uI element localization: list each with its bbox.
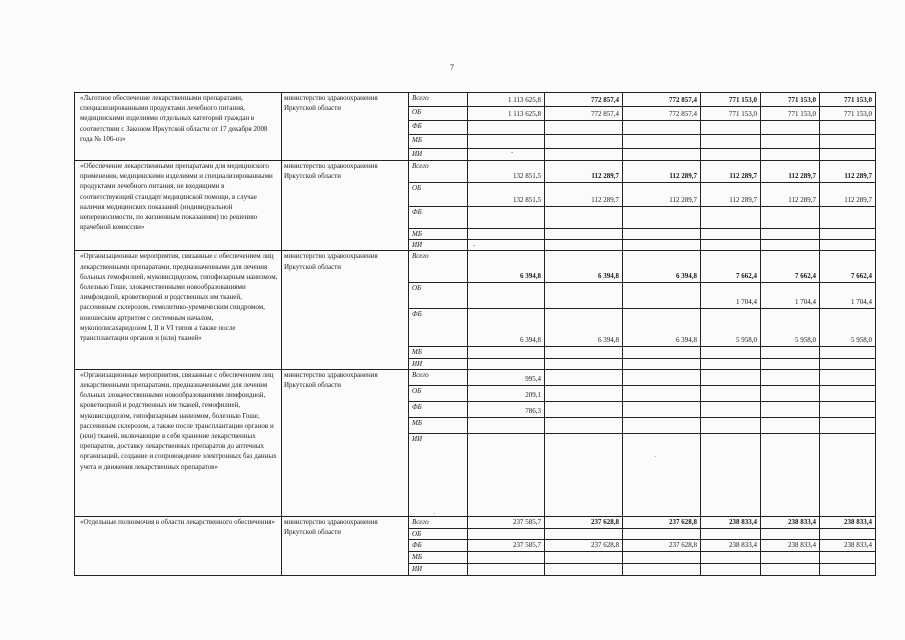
- amount-cell: [468, 207, 545, 229]
- amount-cell: [701, 358, 761, 369]
- amount-cell: 112 289,7: [545, 183, 623, 207]
- measure-description: «Льготное обеспечение лекарственными препаратами, специализированными продуктами лечебного питания, медицинскими изделиями отдельных категорий граждан в соответствии с Законом Иркутской области от 17 декабря 2008 года № 106-оз»: [75, 93, 282, 161]
- amount-cell: 5 958,0: [701, 309, 761, 347]
- funding-source-cell: ФБ: [409, 540, 468, 552]
- amount-cell: [820, 563, 876, 575]
- amount-cell: [761, 135, 820, 149]
- amount-cell: [820, 240, 876, 251]
- amount-cell: [820, 347, 876, 358]
- amount-cell: 209,1: [468, 385, 545, 401]
- funding-source-cell: ОБ: [409, 529, 468, 540]
- amount-cell: 6 394,8: [468, 309, 545, 347]
- amount-cell: [545, 207, 623, 229]
- amount-cell: [701, 563, 761, 575]
- amount-cell: [761, 369, 820, 385]
- amount-cell: 237 628,8: [545, 540, 623, 552]
- funding-source-cell: Всего: [409, 369, 468, 385]
- amount-cell: 112 289,7: [820, 183, 876, 207]
- amount-cell: 6 394,8: [623, 251, 701, 283]
- amount-cell: 112 289,7: [623, 161, 701, 183]
- amount-cell: [545, 229, 623, 240]
- amount-cell: 7 662,4: [701, 251, 761, 283]
- amount-cell: [468, 417, 545, 433]
- funding-source-cell: ФБ: [409, 401, 468, 417]
- amount-cell: 771 153,0: [820, 107, 876, 121]
- amount-cell: [701, 207, 761, 229]
- amount-cell: [623, 433, 701, 516]
- amount-cell: 237 585,7: [468, 516, 545, 528]
- amount-cell: [623, 369, 701, 385]
- funding-source-cell: ИИ: [409, 149, 468, 161]
- amount-cell: [820, 433, 876, 516]
- amount-cell: [623, 529, 701, 540]
- amount-cell: [623, 385, 701, 401]
- amount-cell: 1 113 625,8: [468, 93, 545, 107]
- amount-cell: 771 153,0: [701, 93, 761, 107]
- amount-cell: [761, 229, 820, 240]
- amount-cell: [701, 229, 761, 240]
- measure-description: «Отдельные полномочия в области лекарственного обеспечения»: [75, 516, 282, 575]
- amount-cell: [468, 563, 545, 575]
- funding-source-cell: ИИ: [409, 358, 468, 369]
- amount-cell: [545, 369, 623, 385]
- amount-cell: 238 833,4: [701, 540, 761, 552]
- funding-table: [74, 92, 876, 576]
- amount-cell: 771 153,0: [701, 107, 761, 121]
- amount-cell: [761, 240, 820, 251]
- amount-cell: [545, 563, 623, 575]
- executor-cell: министерство здравоохранения Иркутской области: [282, 369, 409, 516]
- amount-cell: [820, 552, 876, 563]
- amount-cell: [623, 240, 701, 251]
- amount-cell: 112 289,7: [623, 183, 701, 207]
- amount-cell: [545, 240, 623, 251]
- amount-cell: 6 394,8: [545, 309, 623, 347]
- amount-cell: 112 289,7: [820, 161, 876, 183]
- amount-cell: [701, 433, 761, 516]
- amount-cell: [761, 347, 820, 358]
- amount-cell: [468, 121, 545, 135]
- amount-cell: [761, 149, 820, 161]
- amount-cell: 6 394,8: [623, 309, 701, 347]
- amount-cell: [468, 433, 545, 516]
- table-row: [75, 161, 876, 183]
- amount-cell: 771 153,0: [761, 93, 820, 107]
- amount-cell: 112 289,7: [761, 161, 820, 183]
- amount-cell: [623, 283, 701, 309]
- funding-source-cell: ФБ: [409, 309, 468, 347]
- amount-cell: 772 857,4: [545, 93, 623, 107]
- amount-cell: 772 857,4: [545, 107, 623, 121]
- amount-cell: [820, 121, 876, 135]
- amount-cell: 7 662,4: [820, 251, 876, 283]
- amount-cell: [468, 358, 545, 369]
- funding-source-cell: ФБ: [409, 121, 468, 135]
- page-number: 7: [450, 63, 454, 72]
- funding-source-cell: ФБ: [409, 207, 468, 229]
- amount-cell: [623, 401, 701, 417]
- amount-cell: 6 394,8: [468, 251, 545, 283]
- amount-cell: 772 857,4: [623, 93, 701, 107]
- funding-source-cell: ОБ: [409, 183, 468, 207]
- amount-cell: [761, 563, 820, 575]
- funding-source-cell: Всего: [409, 93, 468, 107]
- table-row: [75, 369, 876, 385]
- amount-cell: [545, 385, 623, 401]
- amount-cell: 112 289,7: [701, 183, 761, 207]
- amount-cell: [468, 529, 545, 540]
- amount-cell: [761, 417, 820, 433]
- amount-cell: [820, 229, 876, 240]
- amount-cell: [761, 552, 820, 563]
- amount-cell: [468, 149, 545, 161]
- amount-cell: [545, 121, 623, 135]
- amount-cell: [468, 135, 545, 149]
- amount-cell: [545, 135, 623, 149]
- amount-cell: [820, 529, 876, 540]
- amount-cell: [701, 385, 761, 401]
- stray-mark: ·: [654, 453, 657, 461]
- amount-cell: 112 289,7: [761, 183, 820, 207]
- amount-cell: [820, 385, 876, 401]
- amount-cell: 1 704,4: [761, 283, 820, 309]
- amount-cell: 6 394,8: [545, 251, 623, 283]
- amount-cell: 238 833,4: [820, 540, 876, 552]
- executor-cell: министерство здравоохранения Иркутской области: [282, 251, 409, 369]
- amount-cell: 238 833,4: [701, 516, 761, 528]
- amount-cell: 132 851,5: [468, 183, 545, 207]
- amount-cell: [701, 121, 761, 135]
- amount-cell: 771 153,0: [761, 107, 820, 121]
- amount-cell: 1 704,4: [701, 283, 761, 309]
- table-row: [75, 516, 876, 528]
- amount-cell: 237 628,8: [623, 516, 701, 528]
- amount-cell: [701, 135, 761, 149]
- table-row: [75, 93, 876, 107]
- funding-source-cell: Всего: [409, 251, 468, 283]
- amount-cell: [761, 529, 820, 540]
- funding-source-cell: МБ: [409, 229, 468, 240]
- amount-cell: 1 704,4: [820, 283, 876, 309]
- amount-cell: 786,3: [468, 401, 545, 417]
- amount-cell: 772 857,4: [623, 107, 701, 121]
- amount-cell: [623, 149, 701, 161]
- stray-mark: -: [473, 241, 476, 249]
- funding-source-cell: Всего: [409, 161, 468, 183]
- amount-cell: [468, 552, 545, 563]
- amount-cell: [545, 433, 623, 516]
- amount-cell: 7 662,4: [761, 251, 820, 283]
- amount-cell: 238 833,4: [761, 516, 820, 528]
- amount-cell: [701, 369, 761, 385]
- amount-cell: 238 833,4: [820, 516, 876, 528]
- amount-cell: [623, 417, 701, 433]
- amount-cell: [701, 552, 761, 563]
- table-row: [75, 251, 876, 283]
- amount-cell: 771 153,0: [820, 93, 876, 107]
- stray-mark: ·: [433, 510, 436, 518]
- amount-cell: [761, 433, 820, 516]
- amount-cell: [820, 135, 876, 149]
- amount-cell: 5 958,0: [820, 309, 876, 347]
- amount-cell: 995,4: [468, 369, 545, 385]
- amount-cell: 237 628,8: [623, 540, 701, 552]
- funding-source-cell: МБ: [409, 135, 468, 149]
- amount-cell: [623, 135, 701, 149]
- funding-source-cell: МБ: [409, 552, 468, 563]
- amount-cell: [820, 207, 876, 229]
- funding-source-cell: ИИ: [409, 433, 468, 516]
- amount-cell: [545, 417, 623, 433]
- amount-cell: [761, 121, 820, 135]
- executor-cell: министерство здравоохранения Иркутской области: [282, 161, 409, 251]
- amount-cell: [468, 229, 545, 240]
- amount-cell: [623, 552, 701, 563]
- funding-source-cell: ИИ: [409, 563, 468, 575]
- funding-source-cell: ОБ: [409, 385, 468, 401]
- amount-cell: 112 289,7: [545, 161, 623, 183]
- executor-cell: министерство здравоохранения Иркутской области: [282, 516, 409, 575]
- amount-cell: [545, 529, 623, 540]
- amount-cell: [701, 347, 761, 358]
- amount-cell: [701, 401, 761, 417]
- amount-cell: [761, 401, 820, 417]
- funding-source-cell: ОБ: [409, 107, 468, 121]
- amount-cell: [468, 240, 545, 251]
- amount-cell: 5 958,0: [761, 309, 820, 347]
- amount-cell: [820, 369, 876, 385]
- amount-cell: [468, 347, 545, 358]
- amount-cell: [623, 563, 701, 575]
- funding-source-cell: Всего: [409, 516, 468, 528]
- amount-cell: 237 585,7: [468, 540, 545, 552]
- amount-cell: [820, 417, 876, 433]
- funding-source-cell: МБ: [409, 417, 468, 433]
- amount-cell: [545, 347, 623, 358]
- amount-cell: [623, 121, 701, 135]
- amount-cell: [623, 207, 701, 229]
- measure-description: «Организационные мероприятия, связанные с обеспечением лиц лекарственными препаратами, предназначенными для лечения больных гемофилией, муковисцидозом, гипофизарным нанизмом, болезнью Гоше, злокачественными новообразованиями лимфоидной, кроветворной и родственных им тканей, рассеянным склерозом, гемолитико-уремическим синдромом, юношеским артритом с системным началом, мукополисахаридозом I, II и VI типов а также после трансплантации органов и (или) тканей»: [75, 251, 282, 369]
- amount-cell: 1 113 625,8: [468, 107, 545, 121]
- amount-cell: [545, 149, 623, 161]
- funding-source-cell: МБ: [409, 347, 468, 358]
- measure-description: «Организационные мероприятия, связанные с обеспечением лиц лекарственными препаратами, предназначенными для лечения больных злокачественными новообразованиями лимфоидной, кроветворной и родственных им тканей, гемофилией, муковисцидозом, гипофизарным нанизмом, болезнью Гоше, рассеянным склерозом, а также после трансплантации органов и (или) тканей, включающие в себя хранение лекарственных препаратов, доставку лекарственных препаратов до аптечных организаций, создание и сопровождение электронных баз данных учета и движения лекарственных препаратов»: [75, 369, 282, 516]
- amount-cell: [545, 283, 623, 309]
- amount-cell: [820, 149, 876, 161]
- amount-cell: [545, 552, 623, 563]
- measure-description: «Обеспечение лекарственными препаратами для медицинского применения, медицинскими изделиями и специализированными продуктами лечебного питания, не входящими в соответствующий стандарт медицинской помощи, в случае наличия медицинских показаний (индивидуальной непереносимости, по жизненным показаниям) по решению врачебной комиссии»: [75, 161, 282, 251]
- amount-cell: [701, 417, 761, 433]
- amount-cell: [701, 149, 761, 161]
- amount-cell: [820, 358, 876, 369]
- amount-cell: [623, 347, 701, 358]
- amount-cell: 238 833,4: [761, 540, 820, 552]
- amount-cell: [761, 207, 820, 229]
- amount-cell: [761, 385, 820, 401]
- amount-cell: [545, 358, 623, 369]
- amount-cell: 132 851,5: [468, 161, 545, 183]
- amount-cell: [623, 229, 701, 240]
- amount-cell: 112 289,7: [701, 161, 761, 183]
- funding-source-cell: ОБ: [409, 283, 468, 309]
- amount-cell: [820, 401, 876, 417]
- amount-cell: [761, 358, 820, 369]
- amount-cell: [545, 401, 623, 417]
- amount-cell: [701, 240, 761, 251]
- amount-cell: [701, 529, 761, 540]
- amount-cell: [623, 358, 701, 369]
- amount-cell: 237 628,8: [545, 516, 623, 528]
- stray-mark: -: [511, 148, 514, 156]
- executor-cell: министерство здравоохранения Иркутской области: [282, 93, 409, 161]
- amount-cell: [468, 283, 545, 309]
- funding-source-cell: ИИ: [409, 240, 468, 251]
